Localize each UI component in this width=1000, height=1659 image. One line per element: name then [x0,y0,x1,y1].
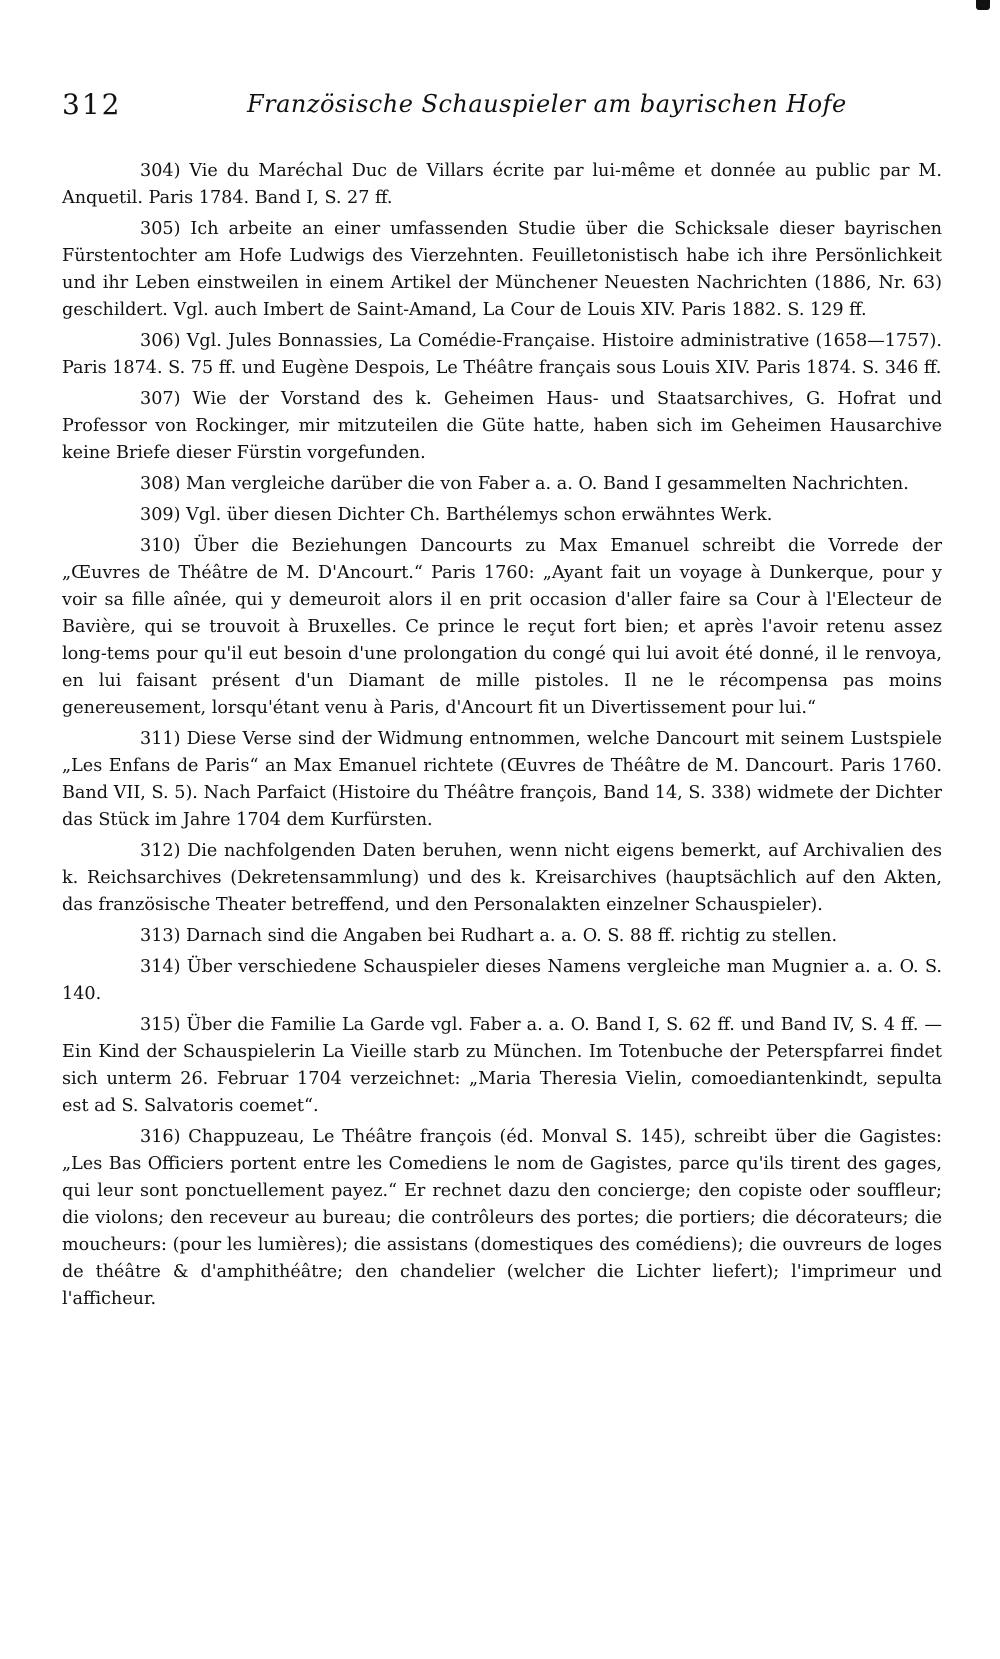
footnote-305: 305) Ich arbeite an einer umfassenden Studie über die Schicksale dieser bayrischen Fürstentochter am Hofe Ludwigs des Vierzehnten. Feuilletonistisch habe ich ihre Persönlichkeit und ihr Leben einstweilen in einem Artikel der Münchener Neuesten Nachrichten (1886, Nr. 63) geschildert. Vgl. auch Imbert de Saint-Amand, La Cour de Louis XIV. Paris 1882. S. 129 ff. [62,219,942,320]
footnote-308: 308) Man vergleiche darüber die von Faber a. a. O. Band I gesammelten Nachrichten. [140,474,909,494]
footnote-311: 311) Diese Verse sind der Widmung entnommen, welche Dancourt mit seinem Lustspiele „Les Enfans de Paris“ an Max Emanuel richtete (Œuvres de Théâtre de M. Dancourt. Paris 1760. Band VII, S. 5). Nach Parfaict (Histoire du Théâtre françois, Band 14, S. 338) widmete der Dichter das Stück im Jahre 1704 dem Kurfürsten. [62,729,942,830]
footnote-304: 304) Vie du Maréchal Duc de Villars écrite par lui-même et donnée au public par M. Anquetil. Paris 1784. Band I, S. 27 ff. [62,161,942,208]
page-title: Französische Schauspieler am bayrischen Hofe [247,90,847,118]
corner-mark [976,0,990,10]
footnote-315: 315) Über die Familie La Garde vgl. Faber a. a. O. Band I, S. 62 ff. und Band IV, S. 4 ff. — Ein Kind der Schauspielerin La Vieille starb zu München. Im Totenbuche der Peterspfarrei findet sich unterm 26. Februar 1704 verzeichnet: „Maria Theresia Vielin, comoediantenkindt, sepulta est ad S. Salvatoris coemet“. [62,1015,942,1116]
footnote-306: 306) Vgl. Jules Bonnassies, La Comédie-Française. Histoire administrative (1658—1757). Paris 1874. S. 75 ff. und Eugène Despois, Le Théâtre français sous Louis XIV. Paris 1874. S. 346 ff. [62,331,942,378]
page [62,78,942,1317]
footnote-314: 314) Über verschiedene Schauspieler dieses Namens vergleiche man Mugnier a. a. O. S. 140. [62,957,942,1004]
footnote-312: 312) Die nachfolgenden Daten beruhen, wenn nicht eigens bemerkt, auf Archivalien des k. Reichsarchives (Dekretensammlung) und des k. Kreisarchives (hauptsächlich auf den Akten, das französische Theater betreffend, und den Personalakten einzelner Schauspieler). [62,841,942,915]
footnote-316: 316) Chappuzeau, Le Théâtre françois (éd. Monval S. 145), schreibt über die Gagistes: „Les Bas Officiers portent entre les Comediens le nom de Gagistes, parce qu'ils tirent des gages, qui leur sont ponctuellement payez.“ Er rechnet dazu den concierge; den copiste oder souffleur; die violons; den receveur au bureau; die contrôleurs des portes; die portiers; die décorateurs; die moucheurs: (pour les lumières); die assistans (domestiques des comédiens); die ouvreurs de loges de théâtre & d'amphithéâtre; den chandelier (welcher die Lichter liefert); l'imprimeur und l'afficheur. [62,1127,942,1309]
page-number: 312 [62,88,122,121]
running-head [62,78,942,124]
footnote-313: 313) Darnach sind die Angaben bei Rudhart a. a. O. S. 88 ff. richtig zu stellen. [140,926,838,946]
footnote-309: 309) Vgl. über diesen Dichter Ch. Barthélemys schon erwähntes Werk. [140,505,773,525]
footnote-307: 307) Wie der Vorstand des k. Geheimen Haus- und Staatsarchives, G. Hofrat und Professor von Rockinger, mir mitzuteilen die Güte hatte, haben sich im Geheimen Hausarchive keine Briefe dieser Fürstin vorgefunden. [62,389,942,463]
footnotes [62,158,942,1313]
footnote-310: 310) Über die Beziehungen Dancourts zu Max Emanuel schreibt die Vorrede der „Œuvres de Théâtre de M. D'Ancourt.“ Paris 1760: „Ayant fait un voyage à Dunkerque, pour y voir sa fille aînée, qui y demeuroit alors il en prit occasion d'aller faire sa Cour à l'Electeur de Bavière, qui se trouvoit à Bruxelles. Ce prince le reçut fort bien; et après l'avoir retenu assez long-tems pour qu'il eut besoin d'une prolongation du congé qui lui avoit été donné, il le renvoya, en lui faisant présent d'un Diamant de mille pistoles. Il ne le récompensa pas moins genereusement, lorsqu'étant venu à Paris, d'Ancourt fit un Divertissement pour lui.“ [62,536,942,718]
